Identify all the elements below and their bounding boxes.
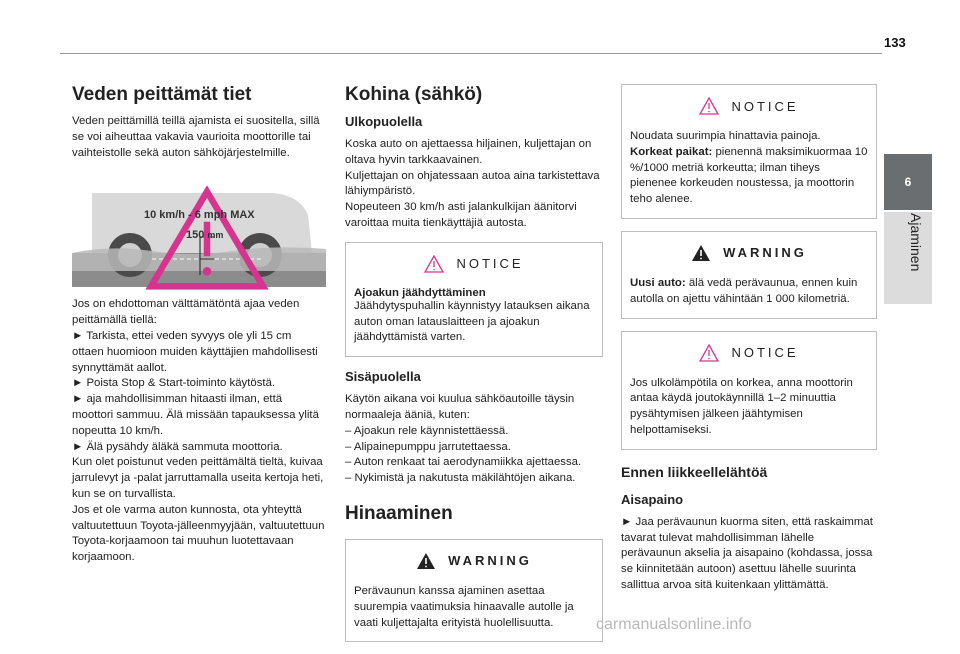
warning-text: Perävaunun kanssa ajaminen asettaa suurempia vaatimuksia hinaavalle autolle ja vaati kuljettajalta erityistä huolellisuutta. xyxy=(354,584,574,629)
column-3 xyxy=(621,84,877,594)
subheading-outside: Ulkopuolella xyxy=(345,114,423,129)
warning-triangle-icon xyxy=(80,183,334,300)
water-intro: Veden peittämillä teillä ajamista ei suositella, sillä se voi aiheuttaa vakavia vaurioita moottorille tai vaihteistolle sekä auton sähköjärjestelmille. xyxy=(72,115,320,159)
warning-triangle-icon xyxy=(691,244,711,262)
column-1 xyxy=(72,76,326,566)
header-rule xyxy=(60,53,882,54)
section-title-water: Veden peittämät tiet xyxy=(72,84,252,105)
chapter-tab[interactable]: 6 xyxy=(884,154,932,210)
column-2 xyxy=(345,76,603,654)
flooded-road-illustration xyxy=(72,175,326,287)
notice-box-idle xyxy=(621,331,877,450)
notice-triangle-icon xyxy=(424,255,444,273)
chapter-label: Ajaminen xyxy=(908,213,924,272)
subheading-inside: Sisäpuolella xyxy=(345,369,421,385)
speed-limit-label: 10 km/h - 6 mph MAX xyxy=(144,209,255,222)
page-number: 133 xyxy=(884,35,906,50)
section-title-towing: Hinaaminen xyxy=(345,502,453,524)
warning-label: WARNING xyxy=(448,553,532,569)
drawbar-text: ► Jaa perävaunun kuorma siten, että raskaimmat tavarat tulevat mahdollisimman lähelle perävaunun akselia ja aisapaino (kohdassa, jossa se kiinnitetään autoon) asettuu lähelle suurinta sallittua arvoa sitä kuitenkaan ylittämättä. xyxy=(621,515,873,591)
notice-box-cooling xyxy=(345,242,603,357)
watermark: carmanualsonline.info xyxy=(596,616,752,633)
notice-label: NOTICE xyxy=(731,345,799,361)
subheading-drawbar-load: Aisapaino xyxy=(621,491,684,507)
outside-text: Koska auto on ajettaessa hiljainen, kuljettajan on oltava hyvin tarkkaavainen. Kuljettajan on ohjatessaan autoa aina tarkistettava lähiympäristö. Nopeuteen 30 km/h asti jalankulkijan äänitorvi varoittaa muita tienkäyttäjiä autosta. xyxy=(345,138,600,229)
section-title-before-start: Ennen liikkeellelähtöä xyxy=(621,463,768,480)
notice-label: NOTICE xyxy=(456,256,524,272)
section-title-noise: Kohina (sähkö) xyxy=(345,84,483,105)
notice-triangle-icon xyxy=(699,97,719,115)
depth-unit: mm xyxy=(207,230,224,241)
notice-text: Jäähdytyspuhallin käynnistyy latauksen aikana auton oman latauslaitteen ja ajoakun jäähdyttämistä varten. xyxy=(354,299,590,344)
notice-text: Noudata suurimpia hinattavia painoja. Korkeat paikat: pienennä maksimikuormaa 10 %/1000 metriä korkeutta; ilman tiheys pienenee korkeuden noustessa, ja moottorin teho alenee. xyxy=(630,130,868,206)
notice-box-weights xyxy=(621,84,877,219)
warning-box-towing xyxy=(345,539,603,642)
warning-text: Uusi auto: älä vedä perävaunua, ennen kuin autolla on ajettu vähintään 1 000 kilometriä. xyxy=(630,276,858,305)
warning-triangle-icon xyxy=(416,552,436,570)
notice-title: Ajoakun jäähdyttäminen xyxy=(354,286,486,299)
inside-text: Käytön aikana voi kuulua sähköautoille täysin normaaleja ääniä, kuten: – Ajoakun rele käynnistettäessä. – Alipainepumppu jarrutettaessa. – Auton renkaat tai aerodynamiikka ajettaessa. – Nykimistä ja nakutusta mäkilähtöjen aikana. xyxy=(345,393,582,485)
warning-box-new-car xyxy=(621,231,877,319)
warning-label: WARNING xyxy=(723,245,807,261)
water-instructions: Jos on ehdottoman välttämätöntä ajaa veden peittämällä tiellä: ► Tarkista, ettei veden syvyys ole yli 15 cm ottaen huomioon muiden käyttäjien mahdollisesti synnyttämät aallot. ► Poista Stop & Start-toiminto käytöstä. ► aja mahdollisimman hitaasti ilman, että moottori sammuu. Älä missään tapauksessa ylitä nopeutta 10 km/h. ► Älä pysähdy äläkä sammuta moottoria. Kun olet poistunut veden peittämältä tieltä, kuivaa jarrulevyt ja -palat jarruttamalla useita kertoja heti, kun se on turvallista. Jos et ole varma auton kunnosta, ota yhteyttä valtuutettuun Toyota-jälleenmyyjään, valtuutettuun Toyota-korjaamoon tai muuhun luotettavaan korjaamoon. xyxy=(72,298,325,564)
notice-text: Jos ulkolämpötila on korkea, anna moottorin antaa käydä joutokäynnillä 1–2 minuuttia pysähtymisen jälkeen jäähtymisen helpottamiseksi. xyxy=(630,376,853,436)
depth-value: 150 xyxy=(186,229,205,242)
depth-label xyxy=(186,229,223,241)
notice-label: NOTICE xyxy=(731,98,799,114)
notice-triangle-icon xyxy=(699,344,719,362)
